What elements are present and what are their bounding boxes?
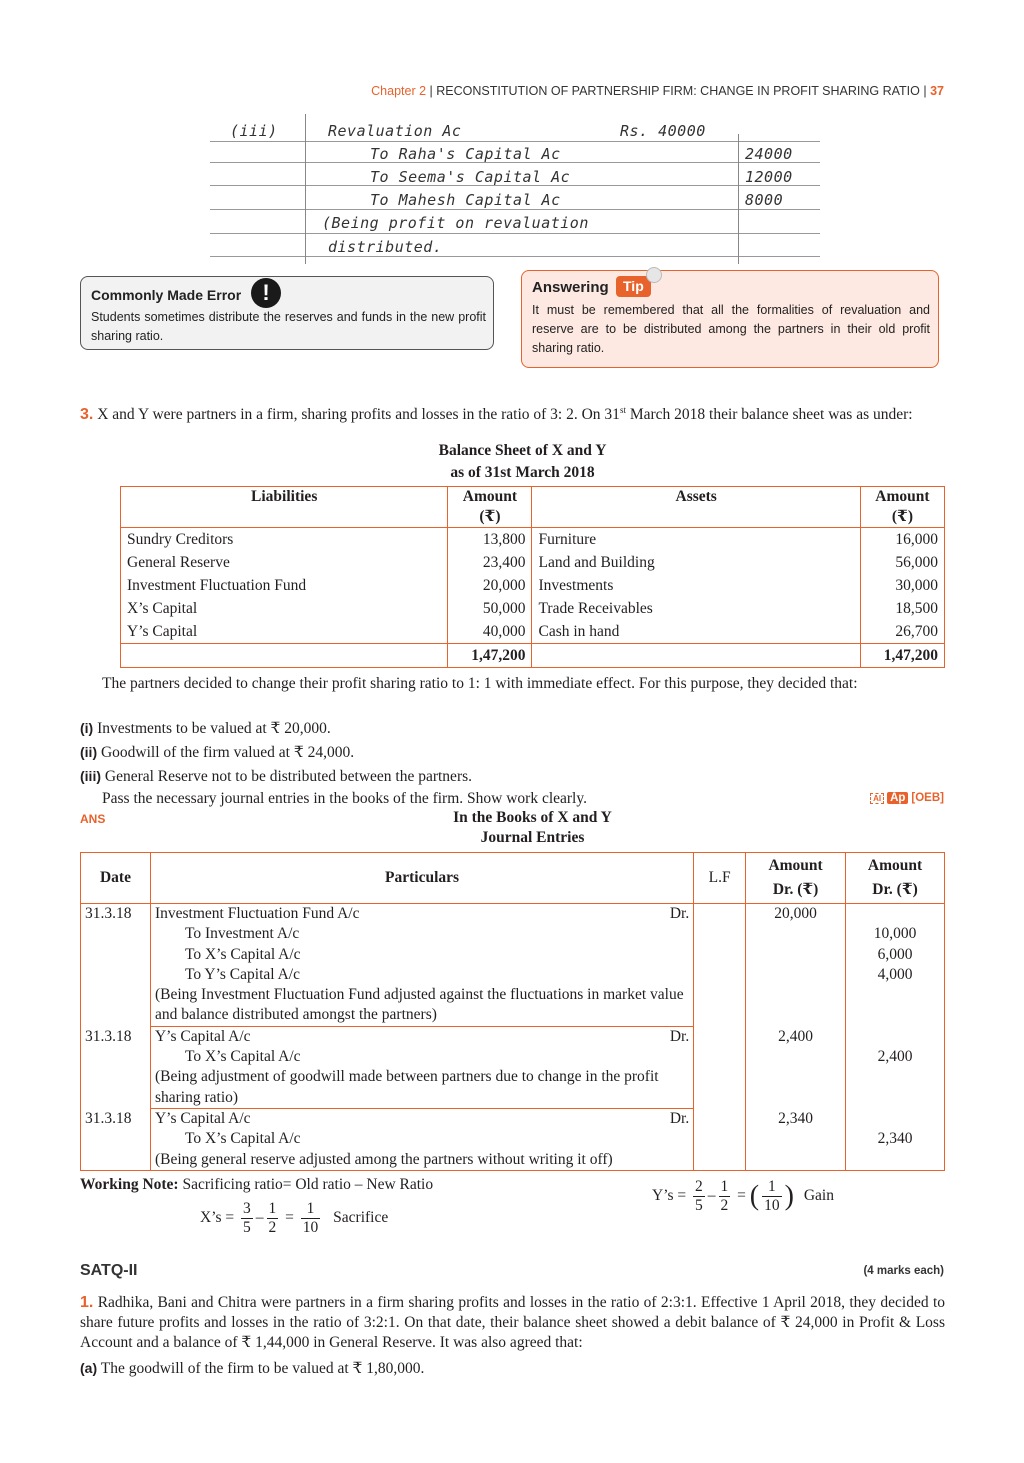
credit-line: To Investment A/c bbox=[184, 925, 300, 943]
condition-item bbox=[80, 742, 354, 763]
debit-amount: 2,400 bbox=[746, 1027, 846, 1109]
dr-label: Dr. (₹) bbox=[772, 881, 819, 898]
error-box-title: Commonly Made Error bbox=[91, 287, 242, 303]
dr-marker: Dr. bbox=[669, 1027, 690, 1045]
date-header: Date bbox=[81, 853, 151, 904]
table-row bbox=[121, 597, 945, 620]
question-number: 1. bbox=[80, 1294, 94, 1311]
debit-account: Y’s Capital A/c bbox=[154, 1109, 251, 1127]
liability-amount: 40,000 bbox=[448, 620, 532, 644]
credit-amounts bbox=[846, 904, 945, 1027]
commonly-made-error-box bbox=[80, 276, 494, 350]
y-gain-calc bbox=[652, 1178, 834, 1215]
credit-amount bbox=[850, 1109, 940, 1129]
total-row bbox=[121, 644, 945, 668]
balance-sheet-date: as of 31st March 2018 bbox=[450, 464, 595, 481]
ruled-line bbox=[210, 209, 820, 210]
credit-amount: 2,400 bbox=[877, 1048, 913, 1066]
credit-amount: 4,000 bbox=[877, 965, 913, 983]
tip-badge: Tip bbox=[616, 276, 651, 297]
question-text-sup: st bbox=[619, 405, 626, 415]
journal-title: Journal Entries bbox=[480, 829, 585, 846]
asset-amount: 30,000 bbox=[860, 574, 944, 597]
working-note-text: Sacrificing ratio= Old ratio – New Ratio bbox=[182, 1176, 434, 1193]
hw-line: To Raha's Capital Ac bbox=[370, 145, 561, 163]
table-row bbox=[121, 620, 945, 644]
hw-amount: 8000 bbox=[745, 191, 784, 209]
asset-name: Land and Building bbox=[532, 551, 860, 574]
question-text: X and Y were partners in a firm, sharing profits and losses in the ratio of 3: 2. On 31 bbox=[97, 406, 620, 424]
condition-number: (ii) bbox=[80, 744, 98, 760]
exclamation-icon: ! bbox=[251, 278, 281, 308]
dr-marker: Dr. bbox=[669, 905, 690, 922]
credit-line: To X’s Capital A/c bbox=[184, 945, 301, 963]
hw-line: (Being profit on revaluation bbox=[322, 214, 589, 232]
equals-sign: = bbox=[737, 1187, 746, 1205]
equals-sign: = bbox=[285, 1209, 294, 1227]
numerator: 2 bbox=[695, 1178, 703, 1195]
asset-amount: 16,000 bbox=[860, 528, 944, 552]
marks-label: (4 marks each) bbox=[863, 1265, 944, 1277]
condition-item bbox=[80, 766, 472, 787]
hw-amount: 24000 bbox=[745, 145, 793, 163]
oeb-tag: [OEB] bbox=[911, 792, 944, 804]
hw-amount: Rs. 40000 bbox=[620, 122, 706, 140]
debit-amount: 2,340 bbox=[746, 1109, 846, 1170]
numerator: 1 bbox=[301, 1200, 321, 1219]
credit-line: To Y’s Capital A/c bbox=[184, 965, 300, 983]
question-text: March 2018 their balance sheet was as under: bbox=[625, 406, 913, 424]
answering-tip-box bbox=[521, 270, 939, 368]
dr-label: Dr. (₹) bbox=[872, 881, 918, 898]
credit-line: To X’s Capital A/c bbox=[184, 1048, 301, 1066]
working-note-label: Working Note: bbox=[80, 1176, 179, 1193]
satq-question-1 bbox=[80, 1293, 945, 1353]
sub-item-number: (a) bbox=[80, 1360, 98, 1376]
minus-sign: – bbox=[255, 1209, 264, 1227]
denominator: 10 bbox=[764, 1197, 780, 1214]
liability-name: Y’s Capital bbox=[121, 620, 448, 644]
debit-account: Investment Fluctuation Fund A/c bbox=[154, 905, 360, 922]
currency-label: (₹) bbox=[891, 508, 913, 525]
margin-line bbox=[305, 114, 306, 264]
total-spacer bbox=[121, 644, 448, 668]
entry-particulars bbox=[150, 1109, 693, 1170]
entry-date: 31.3.18 bbox=[81, 1027, 151, 1109]
numerator: 1 bbox=[720, 1178, 729, 1195]
credit-amount: 2,340 bbox=[877, 1130, 913, 1148]
amount-line bbox=[738, 134, 739, 264]
liability-name: X’s Capital bbox=[121, 597, 448, 620]
credit-amount bbox=[850, 904, 940, 924]
total-liabilities: 1,47,200 bbox=[448, 644, 532, 668]
narration: (Being Investment Fluctuation Fund adjusted against the fluctuations in market value and balance distributed amongst the partners) bbox=[151, 985, 693, 1027]
denominator: 2 bbox=[268, 1219, 277, 1236]
debit-amount-header bbox=[746, 853, 846, 904]
question-3-text bbox=[80, 400, 945, 425]
entry-particulars bbox=[150, 904, 693, 1027]
denominator: 10 bbox=[302, 1219, 319, 1236]
journal-entry bbox=[81, 1109, 945, 1170]
fraction bbox=[693, 1178, 705, 1215]
fraction bbox=[719, 1178, 731, 1215]
ap-tag: Ap bbox=[887, 792, 908, 804]
lightbulb-icon bbox=[646, 267, 662, 283]
question-number: 3. bbox=[80, 406, 94, 424]
amount-header bbox=[860, 487, 944, 528]
liability-amount: 50,000 bbox=[448, 597, 532, 620]
books-title: In the Books of X and Y bbox=[453, 809, 612, 826]
table-row bbox=[121, 574, 945, 597]
journal-entry bbox=[81, 1027, 945, 1109]
denominator: 2 bbox=[720, 1197, 729, 1214]
credit-line: To X’s Capital A/c bbox=[184, 1130, 301, 1148]
lf-cell bbox=[694, 1027, 746, 1109]
assets-header: Assets bbox=[532, 487, 860, 528]
lf-cell bbox=[694, 1109, 746, 1170]
credit-amounts bbox=[846, 1109, 945, 1170]
condition-text: Goodwill of the firm valued at ₹ 24,000. bbox=[100, 744, 355, 761]
hw-line: Revaluation Ac bbox=[328, 122, 462, 140]
hw-amount: 12000 bbox=[745, 168, 793, 186]
entry-date: 31.3.18 bbox=[81, 1109, 151, 1170]
handwritten-answer bbox=[210, 114, 810, 264]
working-note bbox=[80, 1175, 433, 1195]
credit-amount: 6,000 bbox=[877, 945, 913, 963]
ruled-line bbox=[210, 256, 820, 257]
condition-text: Investments to be valued at ₹ 20,000. bbox=[97, 720, 331, 737]
lf-header: L.F bbox=[694, 853, 746, 904]
error-box-text: Students sometimes distribute the reserves and funds in the new profit sharing ratio. bbox=[91, 310, 486, 343]
instruction-text: Pass the necessary journal entries in the books of the firm. Show work clearly. bbox=[102, 790, 587, 807]
hw-line: To Mahesh Capital Ac bbox=[370, 191, 561, 209]
numerator: 1 bbox=[762, 1178, 782, 1197]
credit-amount-header bbox=[846, 853, 945, 904]
header-separator: | bbox=[923, 84, 931, 98]
lf-cell bbox=[694, 904, 746, 1027]
condition-number: (i) bbox=[80, 720, 94, 736]
liability-amount: 23,400 bbox=[448, 551, 532, 574]
total-spacer bbox=[532, 644, 860, 668]
table-header-row bbox=[81, 853, 945, 904]
asset-name: Trade Receivables bbox=[532, 597, 860, 620]
table-row bbox=[121, 528, 945, 552]
debit-line bbox=[151, 1027, 693, 1047]
sacrifice-label: Sacrifice bbox=[333, 1209, 389, 1227]
debit-amount: 20,000 bbox=[746, 904, 846, 1027]
numerator: 3 bbox=[243, 1200, 251, 1217]
hw-line: distributed. bbox=[328, 238, 443, 256]
debit-line bbox=[151, 1109, 693, 1129]
gain-label: Gain bbox=[803, 1187, 834, 1205]
amount-label: Amount bbox=[875, 488, 930, 505]
condition-text: General Reserve not to be distributed between the partners. bbox=[104, 768, 473, 785]
amount-header bbox=[448, 487, 532, 528]
asset-name: Cash in hand bbox=[532, 620, 860, 644]
hw-label: (iii) bbox=[230, 122, 278, 140]
tip-box-title: Answering bbox=[532, 279, 609, 296]
total-assets: 1,47,200 bbox=[860, 644, 944, 668]
asset-name: Furniture bbox=[532, 528, 860, 552]
chapter-title: RECONSTITUTION OF PARTNERSHIP FIRM: CHANGE IN PROFIT SHARING RATIO bbox=[436, 84, 920, 98]
particulars-header: Particulars bbox=[150, 853, 693, 904]
table-row bbox=[121, 551, 945, 574]
condition-number: (iii) bbox=[80, 768, 101, 784]
narration: (Being adjustment of goodwill made between partners due to change in the profit sharing ratio) bbox=[151, 1067, 693, 1109]
dr-marker: Dr. bbox=[669, 1109, 690, 1127]
section-title: SATQ-II bbox=[80, 1262, 138, 1279]
ruled-line bbox=[210, 233, 820, 234]
sub-item-text: The goodwill of the firm to be valued at ₹ 1,80,000. bbox=[100, 1360, 425, 1377]
currency-label: (₹) bbox=[479, 508, 501, 525]
asset-amount: 26,700 bbox=[860, 620, 944, 644]
chapter-label: Chapter 2 bbox=[371, 84, 427, 98]
debit-line bbox=[151, 904, 693, 924]
question-tags bbox=[870, 792, 944, 804]
entry-particulars bbox=[150, 1027, 693, 1109]
fraction bbox=[241, 1200, 253, 1237]
hw-line: To Seema's Capital Ac bbox=[370, 168, 571, 186]
x-sacrifice-calc bbox=[200, 1200, 388, 1237]
denominator: 5 bbox=[243, 1219, 251, 1236]
fraction bbox=[762, 1178, 782, 1215]
fraction bbox=[267, 1200, 279, 1237]
balance-sheet-table bbox=[120, 486, 945, 668]
entry-date: 31.3.18 bbox=[81, 904, 151, 1027]
amount-label: Amount bbox=[867, 857, 923, 874]
asset-amount: 56,000 bbox=[860, 551, 944, 574]
tip-box-text: It must be remembered that all the formalities of revaluation and reserve are to be distributed among the partners in their old profit sharing ratio. bbox=[532, 303, 930, 355]
y-label: Y’s = bbox=[652, 1187, 687, 1205]
condition-item bbox=[80, 718, 331, 739]
answer-label: ANS bbox=[80, 812, 106, 826]
numerator: 1 bbox=[268, 1200, 277, 1217]
balance-sheet-title: Balance Sheet of X and Y bbox=[438, 442, 607, 459]
asset-amount: 18,500 bbox=[860, 597, 944, 620]
asset-name: Investments bbox=[532, 574, 860, 597]
header-separator: | bbox=[429, 84, 437, 98]
amount-label: Amount bbox=[462, 488, 518, 505]
journal-table bbox=[80, 852, 945, 1171]
decision-text: The partners decided to change their profit sharing ratio to 1: 1 with immediate effect. For this purpose, they decided that: bbox=[102, 675, 858, 692]
left-paren: ( bbox=[749, 1180, 760, 1212]
amount-label: Amount bbox=[768, 857, 823, 874]
narration: (Being general reserve adjusted among the partners without writing it off) bbox=[154, 1150, 613, 1168]
liability-amount: 20,000 bbox=[448, 574, 532, 597]
journal-entry bbox=[81, 904, 945, 1027]
satq-sub-item bbox=[80, 1358, 424, 1379]
x-label: X’s = bbox=[200, 1209, 235, 1227]
debit-account: Y’s Capital A/c bbox=[154, 1027, 251, 1045]
credit-amount bbox=[850, 1027, 940, 1047]
liability-name: Sundry Creditors bbox=[121, 528, 448, 552]
credit-amounts bbox=[846, 1027, 945, 1109]
fraction bbox=[301, 1200, 321, 1237]
right-paren: ) bbox=[784, 1180, 794, 1212]
minus-sign: – bbox=[707, 1187, 716, 1205]
liability-name: General Reserve bbox=[121, 551, 448, 574]
ruled-line bbox=[210, 141, 820, 142]
table-header-row bbox=[121, 487, 945, 528]
liabilities-header: Liabilities bbox=[121, 487, 448, 528]
ai-tag-icon: AI bbox=[870, 793, 884, 804]
page-number: 37 bbox=[930, 84, 944, 98]
credit-amount: 10,000 bbox=[873, 925, 917, 943]
question-text: Radhika, Bani and Chitra were partners in a firm sharing profits and losses in the ratio of 2:3:1. Effective 1 April 2018, they decided to share future profits and losses in the ratio of 3:2:1. On that date, their balance sheet showed a debit balance of ₹ 24,000 in Profit & Loss Account and a balance of ₹ 1,44,000 in General Reserve. It was also agreed that: bbox=[80, 1294, 945, 1351]
liability-amount: 13,800 bbox=[448, 528, 532, 552]
page-header bbox=[371, 84, 944, 98]
denominator: 5 bbox=[695, 1197, 703, 1214]
liability-name: Investment Fluctuation Fund bbox=[121, 574, 448, 597]
